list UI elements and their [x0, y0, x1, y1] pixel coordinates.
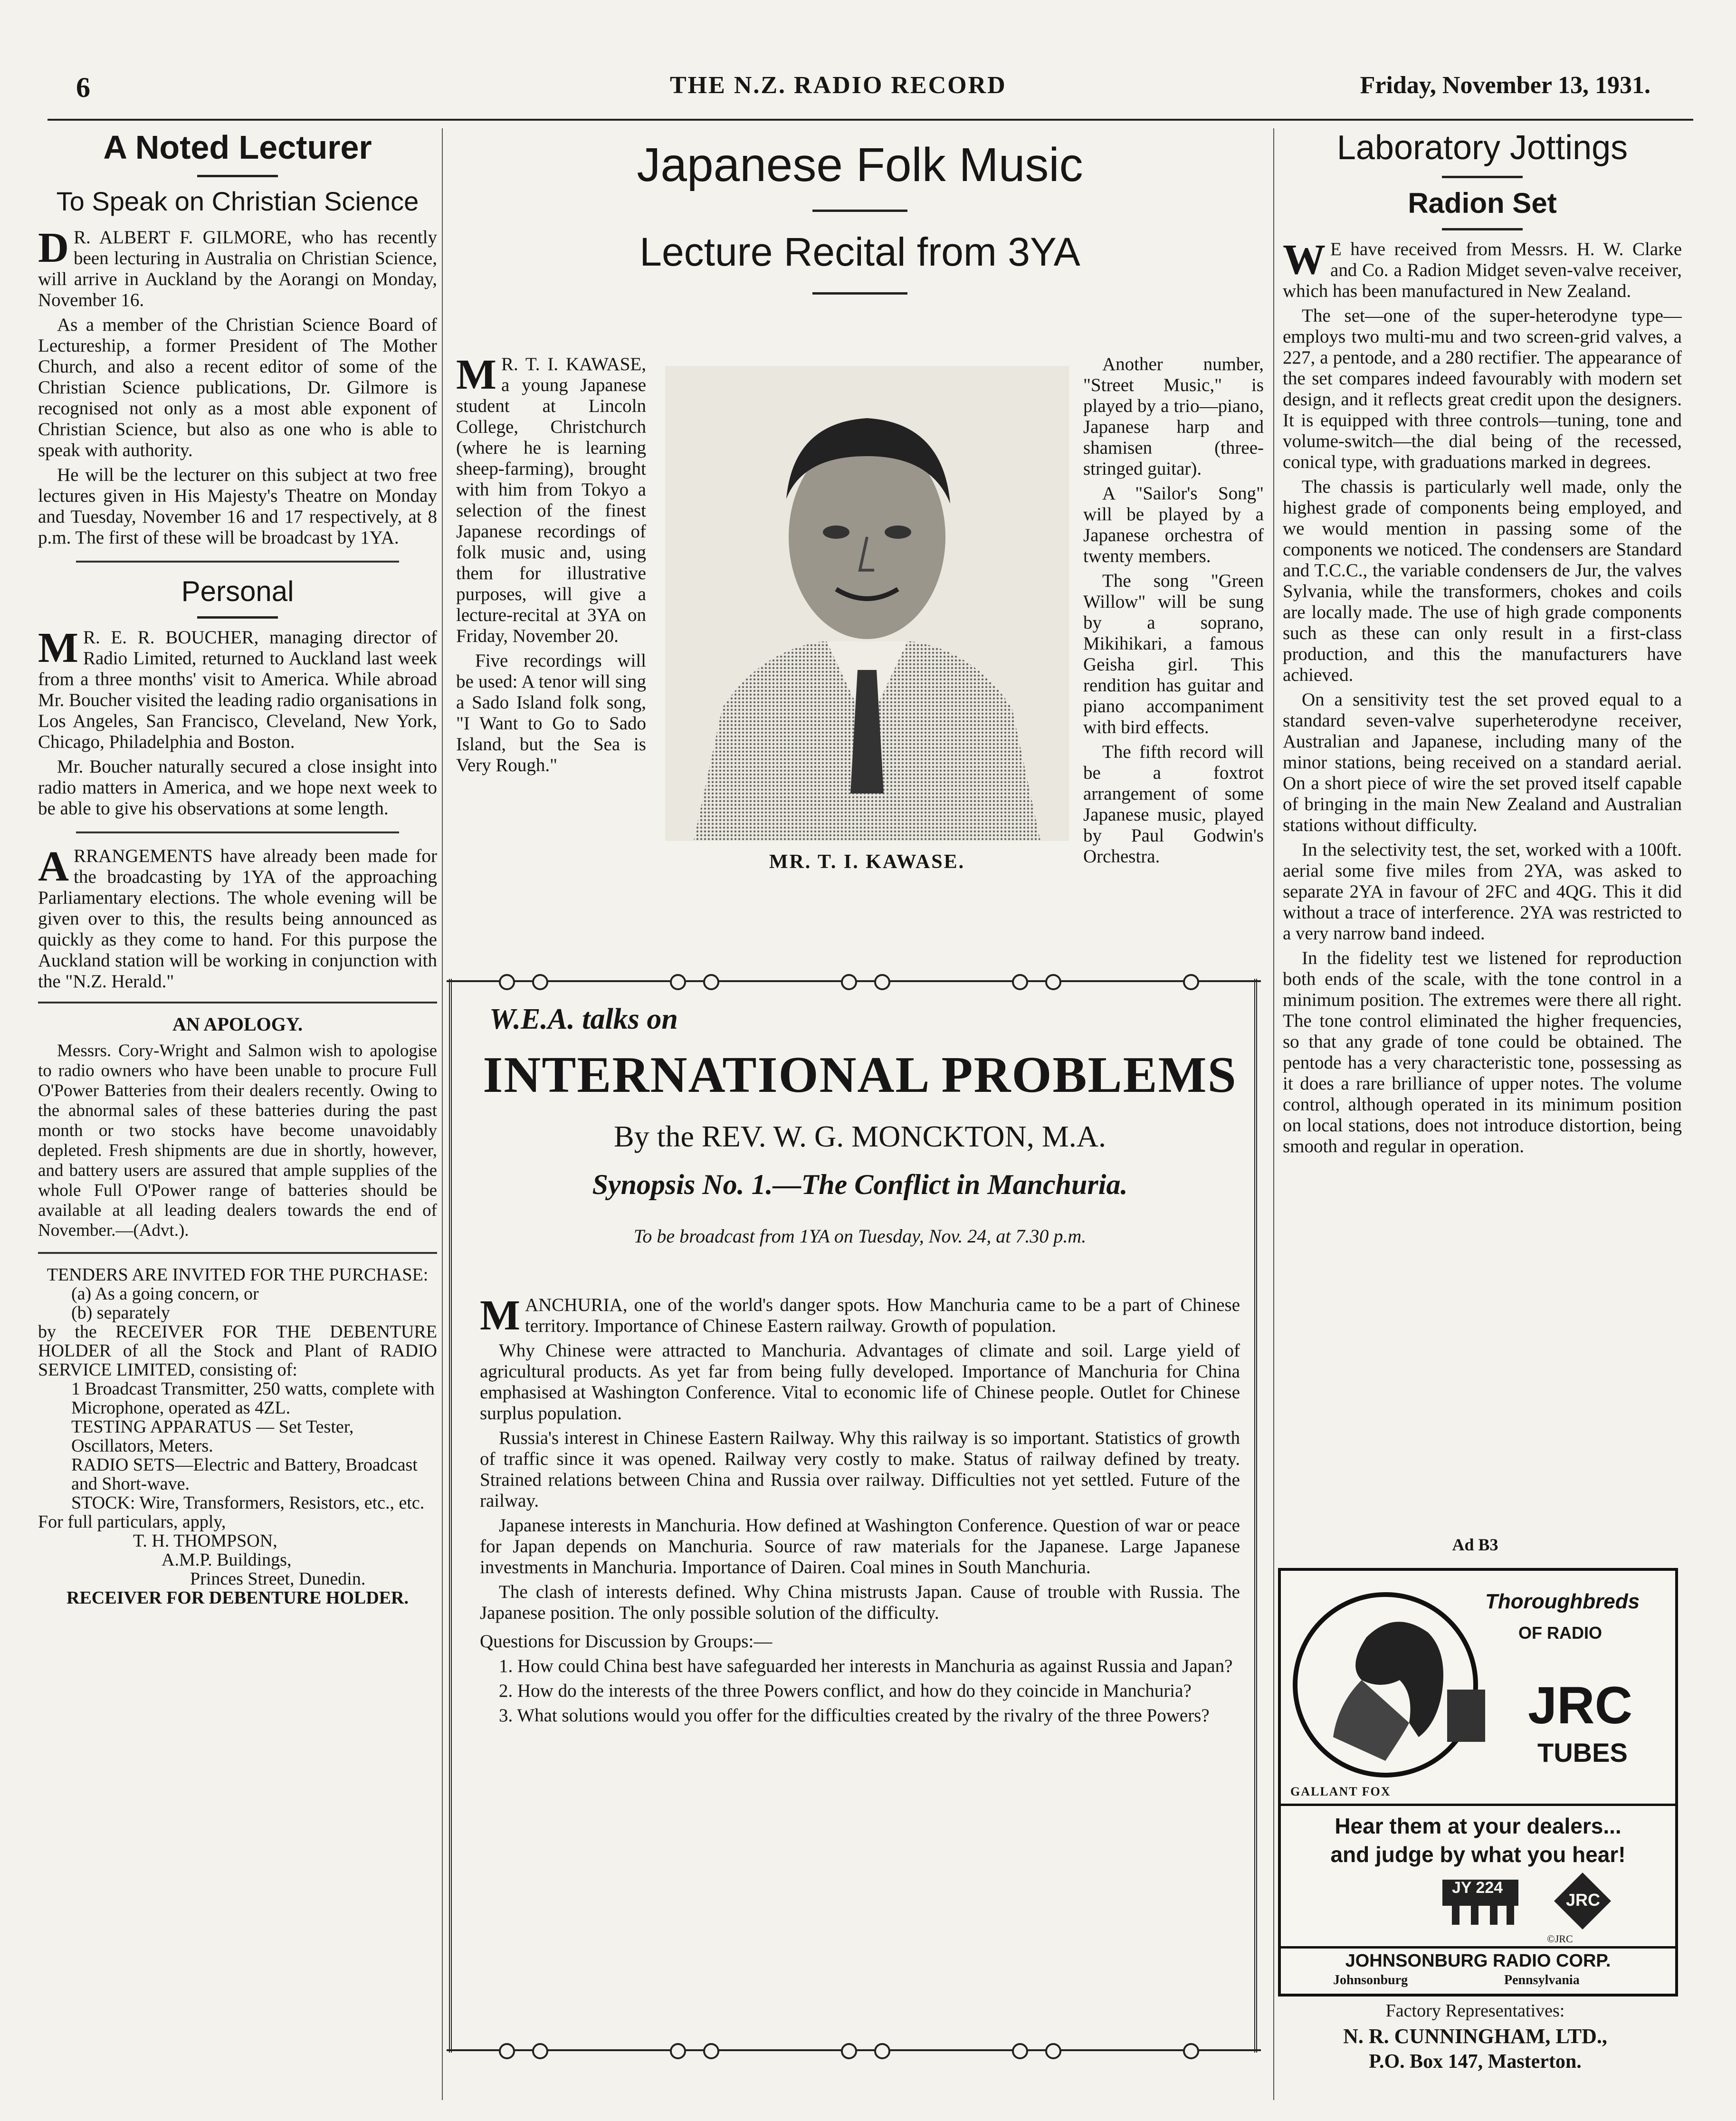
- section-divider: [38, 1002, 437, 1003]
- ad-label: Ad B3: [1452, 1535, 1498, 1554]
- page-header: [62, 71, 1688, 114]
- folk-right-para-4: The fifth record will be a foxtrot arrangement of some Japanese music, played by Paul Godwin's Orchestra.: [1083, 742, 1264, 867]
- ad-thoroughbreds: Thoroughbreds: [1485, 1590, 1640, 1613]
- column-rule: [442, 128, 443, 2100]
- section-divider: [38, 1252, 437, 1254]
- tenders-item: TESTING APPARATUS — Set Tester, Oscillators, Meters.: [71, 1417, 354, 1456]
- divider: [197, 175, 278, 177]
- folk-title: Japanese Folk Music: [637, 138, 1083, 191]
- tenders-address-2: Princes Street, Dunedin.: [190, 1569, 366, 1589]
- ad-brand: JRC: [1528, 1676, 1633, 1735]
- chain-border-bottom: [447, 2043, 1261, 2057]
- divider: [812, 292, 907, 295]
- lab-para-3: The chassis is particularly well made, only the highest grade of components being employed, and we would mention in passing some of the components we noticed. The condensers are Standard and T.C.C., the variable condensers de Jur, the valves Sylvania, while the transformers, chokes and coils are locally made. The use of high grade components such as these can only result in a first-class production, and this the manufacturers have achieved.: [1283, 477, 1682, 685]
- drop-cap: M: [38, 624, 78, 671]
- tenders-contact-name: T. H. THOMPSON,: [133, 1531, 277, 1551]
- paper-title: THE N.Z. RADIO RECORD: [670, 72, 1007, 99]
- folk-right-text: [1083, 354, 1264, 967]
- folk-para-2: Five recordings will be used: A tenor will sing a Sado Island folk song, "I Want to Go to Sado Island, but the Sea is Very Rough.": [456, 650, 646, 775]
- lecturer-title: A Noted Lecturer: [103, 129, 372, 166]
- ad-of-radio: OF RADIO: [1518, 1623, 1602, 1643]
- wea-para-3: Russia's interest in Chinese Eastern Railway. Why this railway is so important. Statistics of growth of traffic since it was opened. Railway very costly to make. Status of railway defined by treaty. Strained relations between China and Russia over railway. Difficulties not yet settled. Future of the railway.: [480, 1428, 1240, 1511]
- section-divider: [76, 831, 399, 833]
- wea-text-1: ANCHURIA, one of the world's danger spots. How Manchuria came to be a part of Chinese territory. Importance of Chinese Eastern railway. Growth of population.: [525, 1295, 1240, 1336]
- drop-cap: M: [480, 1292, 520, 1339]
- page-number: 6: [76, 72, 90, 103]
- arrangements-text: RRANGEMENTS have already been made for the broadcasting by 1YA of the approaching Parliamentary elections. The whole evening will be given over to this, the results being announced as quickly as they come to hand. For this purpose the Auckland station will be working in conjunction with the "N.Z. Herald.": [38, 846, 437, 992]
- drop-cap: M: [456, 354, 496, 398]
- tenders-item: STOCK: Wire, Transformers, Resistors, etc., etc.: [71, 1493, 425, 1513]
- ad-corp-name: JOHNSONBURG RADIO CORP.: [1345, 1951, 1611, 1971]
- wea-question-3: 3. What solutions would you offer for the difficulties created by the rivalry of the three Powers?: [499, 1705, 1210, 1726]
- ad-tube-label: JY 224: [1452, 1879, 1503, 1897]
- apology-para: Messrs. Cory-Wright and Salmon wish to apologise to radio owners who have been unable to procure Full O'Power Batteries from their dealers recently. Owing to the abnormal sales of these batteries during the past month or two stocks have become unavoidably depleted. Fresh shipments are due in shortly, however, and battery users are assured that ample supplies of the whole Full O'Power range of batteries should be available at all leading dealers towards the end of November.—(Advt.).: [38, 1041, 437, 1240]
- lab-para-4: On a sensitivity test the set proved equal to a standard seven-valve superheterodyne receiver, Australian and Japanese, including many of the minor stations, being received on a standard aerial. On a short piece of wire the set proved itself capable of bringing in the main New Zealand and Australian stations without difficulty.: [1283, 689, 1682, 835]
- personal-para-1: [38, 624, 437, 753]
- tenders-item: RADIO SETS—Electric and Battery, Broadcast and Short-wave.: [71, 1455, 418, 1494]
- folk-subtitle: Lecture Recital from 3YA: [639, 229, 1080, 274]
- tenders-notice: [38, 1265, 437, 1607]
- ad-rep-name: N. R. CUNNINGHAM, LTD.,: [1343, 2025, 1607, 2048]
- tenders-item: 1 Broadcast Transmitter, 250 watts, complete with Microphone, operated as 4ZL.: [71, 1379, 435, 1418]
- wea-author: By the REV. W. G. MONCKTON, M.A.: [614, 1119, 1106, 1153]
- horse-emblem: [1290, 1580, 1499, 1789]
- wea-para-4: Japanese interests in Manchuria. How defined at Washington Conference. Question of war or peace for Japan depends on Manchuria. Source of raw materials for the Japanese. Large Japanese investments in Manchuria. Importance of Dairen. Coal mines in South Manchuria.: [480, 1515, 1240, 1577]
- lab-para-5: In the selectivity test, the set, worked with a 100ft. aerial some five miles from 2YA, was asked to separate 2YA in favour of 2FC and 4QG. This it did without a trace of interference. 2YA was restricted to a very narrow band indeed.: [1283, 840, 1682, 944]
- ad-tubes: TUBES: [1537, 1738, 1628, 1768]
- drop-cap: D: [38, 224, 69, 271]
- lecturer-text-1: R. ALBERT F. GILMORE, who has recently been lecturing in Australia on Christian Science, will arrive in Auckland by the Aorangi on Monday, November 16.: [38, 227, 437, 310]
- tenders-by: by the RECEIVER FOR THE DEBENTURE HOLDER of all the Stock and Plant of RADIO SERVICE LIMITED, consisting of:: [38, 1322, 437, 1380]
- lecturer-para-1: [38, 224, 437, 311]
- lab-title: Laboratory Jottings: [1336, 129, 1628, 167]
- ad-horse-name: GALLANT FOX: [1290, 1785, 1391, 1798]
- lab-para-2: The set—one of the super-heterodyne type—employs two multi-mu and two screen-grid valves, a 227, a pentode, and a 280 rectifier. The appearance of the set compares indeed favourably with modern set design, and it reflects great credit upon the designers. It is equipped with three controls—tuning, tone and volume-switch—the dial being of the recessed, conical type, with graduations marked in degrees.: [1283, 306, 1682, 472]
- lecturer-para-3: He will be the lecturer on this subject at two free lectures given in His Majesty's Theatre on Monday and Tuesday, November 16 and 17 respectively, at 8 p.m. The first of these will be broadcast by 1YA.: [38, 465, 437, 548]
- apology-title: AN APOLOGY.: [172, 1013, 303, 1035]
- ad-corp-state: Pennsylvania: [1504, 1973, 1580, 1987]
- ad-copyright: ©JRC: [1547, 1933, 1573, 1945]
- lab-text-1: E have received from Messrs. H. W. Clarke and Co. a Radion Midget seven-valve receiver, which has been manufactured in New Zealand.: [1283, 239, 1682, 301]
- wea-para-5: The clash of interests defined. Why China mistrusts Japan. Cause of trouble with Russia. The Japanese position. The only possible solution of the difficulty.: [480, 1582, 1240, 1623]
- divider: [1442, 176, 1523, 178]
- folk-right-para-1: Another number, "Street Music," is played by a trio—piano, Japanese harp and shamisen (three-stringed guitar).: [1083, 354, 1264, 479]
- wea-para-1: [480, 1292, 1240, 1339]
- wea-para-2: Why Chinese were attracted to Manchuria. Advantages of climate and soil. Large yield of agricultural products. As yet far from being fully developed. Importance of Manchuria for China emphasised at Washington Conference. Vital to economic life of Chinese people. Outlet for Chinese surplus population.: [480, 1340, 1240, 1424]
- divider: [1442, 228, 1523, 230]
- ad-tagline-2: and judge by what you hear!: [1330, 1842, 1626, 1867]
- divider: [812, 210, 907, 212]
- personal-title: Personal: [181, 575, 294, 607]
- personal-text-1: R. E. R. BOUCHER, managing director of Radio Limited, returned to Auckland last week from a three months' visit to America. While abroad Mr. Boucher visited the leading radio organisations in Los Angeles, San Francisco, Cleveland, New York, Chicago, Philadelphia and Boston.: [38, 627, 437, 752]
- chain-border-top: [447, 974, 1261, 988]
- arrangements-para: [38, 843, 437, 992]
- tenders-address-1: A.M.P. Buildings,: [162, 1550, 292, 1570]
- ad-tagline-1: Hear them at your dealers...: [1335, 1814, 1622, 1838]
- folk-text-1: R. T. I. KAWASE, a young Japanese student at Lincoln College, Christchurch (where he is learning sheep-farming), brought with him from Tokyo a selection of the finest Japanese recordings of folk music and, using them for illustrative purposes, will give a lecture-recital at 3YA on Friday, November 20.: [456, 354, 646, 646]
- wea-kicker: W.E.A. talks on: [489, 1003, 678, 1035]
- drop-cap: A: [38, 843, 69, 890]
- lab-subtitle: Radion Set: [1408, 187, 1557, 219]
- wea-box: [480, 1003, 1240, 2034]
- section-divider: [76, 561, 399, 563]
- right-column: [1283, 128, 1682, 1530]
- column-rule: [1273, 128, 1274, 2100]
- kawase-photo: [665, 366, 1069, 841]
- folk-para-1: [456, 354, 646, 647]
- lecturer-subtitle: To Speak on Christian Science: [56, 186, 419, 216]
- ad-logo-text: JRC: [1566, 1890, 1601, 1910]
- tenders-head: TENDERS ARE INVITED FOR THE PURCHASE:: [47, 1265, 429, 1285]
- header-rule: [48, 119, 1693, 121]
- ad-rep-head: Factory Representatives:: [1385, 2001, 1565, 2021]
- photo-caption: MR. T. I. KAWASE.: [769, 851, 965, 873]
- chain-border-left: [449, 979, 461, 2053]
- wea-synopsis: Synopsis No. 1.—The Conflict in Manchuria.: [592, 1169, 1128, 1200]
- tenders-option-b: (b) separately: [71, 1303, 170, 1323]
- issue-date: Friday, November 13, 1931.: [1360, 72, 1650, 99]
- wea-question-2: 2. How do the interests of the three Powers conflict, and how do they coincide in Manchuria?: [499, 1681, 1192, 1701]
- left-column: [38, 128, 437, 2100]
- folk-left-text: [456, 354, 646, 953]
- jrc-advertisement: [1278, 1568, 1678, 1997]
- lab-para-6: In the fidelity test we listened for reproduction both ends of the scale, with the tone control in a minimum position. The extremes were there all right. The tone control eliminated the higher frequencies, so that any grade of tone could be obtained. The pentode has a very characteristic tone, possessing as it does a rare brilliance of upper notes. The volume control, although operated in its minimum position on local stations, does not introduce distortion, being smooth and regular in operation.: [1283, 948, 1682, 1156]
- divider: [197, 616, 278, 619]
- wea-broadcast-time: To be broadcast from 1YA on Tuesday, Nov. 24, at 7.30 p.m.: [633, 1225, 1087, 1247]
- folk-right-para-3: The song "Green Willow" will be sung by a soprano, Mikihikari, a famous Geisha girl. This rendition has guitar and piano accompaniment with bird effects.: [1083, 571, 1264, 737]
- lab-para-1: [1283, 236, 1682, 302]
- wea-title: INTERNATIONAL PROBLEMS: [483, 1047, 1237, 1103]
- drop-cap: W: [1283, 236, 1326, 283]
- personal-para-2: Mr. Boucher naturally secured a close insight into radio matters in America, and we hope next week to be able to give his observations at some length.: [38, 756, 437, 819]
- ad-corp-city: Johnsonburg: [1333, 1973, 1408, 1987]
- lecturer-para-2: As a member of the Christian Science Board of Lectureship, a former President of The Mother Church, and also a recent editor of some of the Christian Science publications, Dr. Gilmore is recognised not only as a most able exponent of Christian Science, but also as one who is able to speak with authority.: [38, 315, 437, 460]
- folk-right-para-2: A "Sailor's Song" will be played by a Japanese orchestra of twenty members.: [1083, 483, 1264, 566]
- tenders-apply: For full particulars, apply,: [38, 1512, 226, 1532]
- chain-border-right: [1254, 979, 1267, 2053]
- tenders-option-a: (a) As a going concern, or: [71, 1284, 259, 1304]
- portrait-image: [665, 366, 1069, 841]
- wea-question-1: 1. How could China best have safeguarded her interests in Manchuria as against Russia and Japan?: [499, 1656, 1233, 1676]
- wea-questions-head: Questions for Discussion by Groups:—: [480, 1631, 773, 1652]
- tenders-signature: RECEIVER FOR DEBENTURE HOLDER.: [67, 1588, 409, 1608]
- ad-rep-address: P.O. Box 147, Masterton.: [1369, 2051, 1582, 2073]
